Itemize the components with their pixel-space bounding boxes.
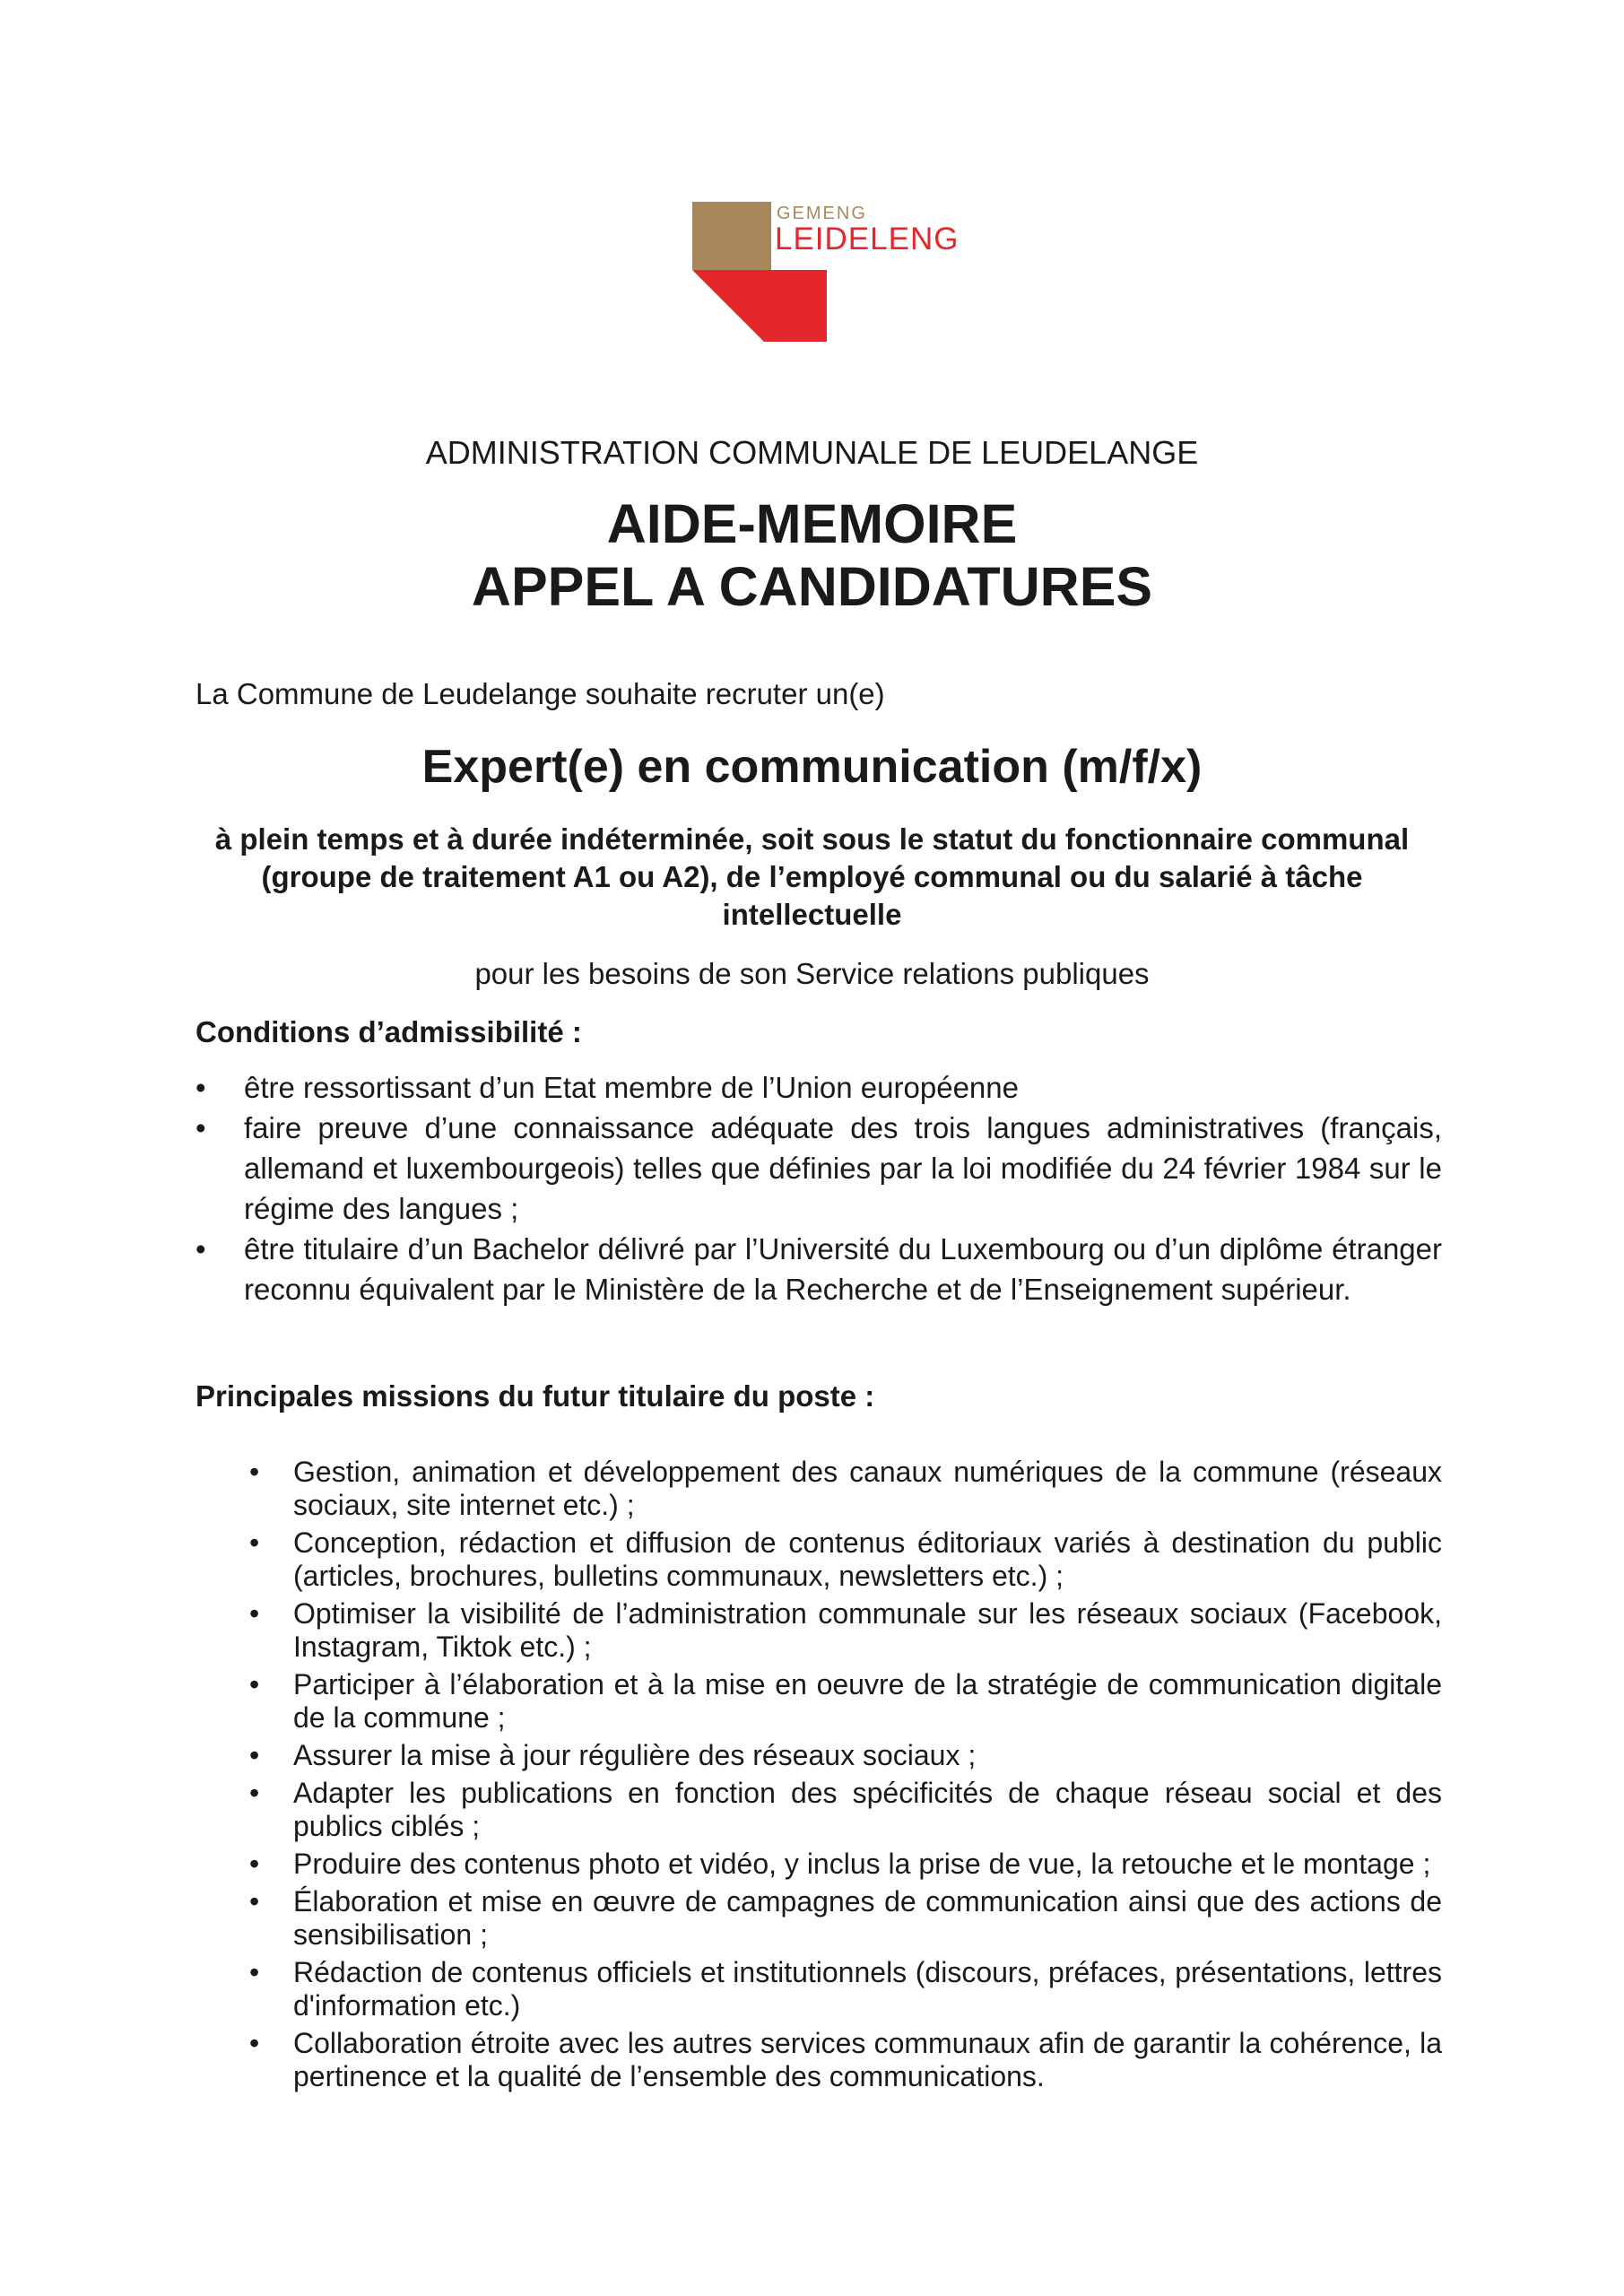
conditions-heading: Conditions d’admissibilité : xyxy=(195,1015,582,1048)
logo-text-leideleng: LEIDELENG xyxy=(775,222,960,257)
mission-text: Optimiser la visibilité de l’administration communale sur les réseaux sociaux (Facebook, Instagram, Tiktok etc.) ; xyxy=(293,1597,1442,1663)
bullet-icon: • xyxy=(249,1526,260,1559)
mission-text: Produire des contenus photo et vidéo, y inclus la prise de vue, la retouche et le montage ; xyxy=(293,1848,1431,1880)
bullet-icon: • xyxy=(249,1597,260,1630)
mission-text: Élaboration et mise en œuvre de campagnes de communication ainsi que des actions de sensibilisation ; xyxy=(293,1885,1442,1951)
document-title-line-2: APPEL A CANDIDATURES xyxy=(471,556,1153,617)
bullet-icon: • xyxy=(249,1777,260,1809)
missions-list xyxy=(195,1456,1442,2098)
list-item xyxy=(195,1229,1442,1309)
bullet-icon: • xyxy=(249,2027,260,2059)
list-item xyxy=(195,2027,1442,2093)
bullet-icon: • xyxy=(195,1071,206,1104)
list-item xyxy=(195,1526,1442,1593)
list-item xyxy=(195,1456,1442,1522)
list-item xyxy=(195,1739,1442,1772)
condition-text: faire preuve d’une connaissance adéquate des trois langues administratives (français, allemand et luxembourgeois) telles que définies par la loi modifiée du 24 février 1984 sur le régime des langues ; xyxy=(244,1111,1442,1225)
employment-terms-line: (groupe de traitement A1 ou A2), de l’employé communal ou du salarié à tâche xyxy=(261,860,1363,893)
mission-text: Participer à l’élaboration et à la mise en oeuvre de la stratégie de communication digitale de la commune ; xyxy=(293,1668,1442,1734)
mission-text: Collaboration étroite avec les autres services communaux afin de garantir la cohérence, la pertinence et la qualité de l’ensemble des communications. xyxy=(293,2027,1442,2092)
list-item xyxy=(195,1597,1442,1664)
list-item xyxy=(195,1777,1442,1843)
commune-logo xyxy=(692,202,961,342)
employment-terms-line: à plein temps et à durée indéterminée, soit sous le statut du fonctionnaire communal xyxy=(214,822,1410,856)
list-item xyxy=(195,1108,1442,1229)
document-title-line-1: AIDE-MEMOIRE xyxy=(606,493,1018,554)
bullet-icon: • xyxy=(195,1232,206,1265)
service-line: pour les besoins de son Service relations publiques xyxy=(474,957,1150,990)
mission-text: Rédaction de contenus officiels et institutionnels (discours, préfaces, présentations, lettres d'information etc.) xyxy=(293,1956,1442,2022)
condition-text: être titulaire d’un Bachelor délivré par l’Université du Luxembourg ou d’un diplôme étranger reconnu équivalent par le Ministère de la Recherche et de l’Enseignement supérieur. xyxy=(244,1232,1442,1306)
conditions-list xyxy=(195,1067,1442,1309)
list-item xyxy=(195,1668,1442,1735)
bullet-icon: • xyxy=(249,1668,260,1700)
bullet-icon: • xyxy=(249,1848,260,1880)
list-item xyxy=(195,1956,1442,2022)
administration-name: ADMINISTRATION COMMUNALE DE LEUDELANGE xyxy=(425,434,1199,471)
condition-text: être ressortissant d’un Etat membre de l’Union européenne xyxy=(244,1071,1019,1104)
intro-text: La Commune de Leudelange souhaite recruter un(e) xyxy=(195,677,885,710)
bullet-icon: • xyxy=(249,1739,260,1771)
list-item xyxy=(195,1848,1442,1881)
bullet-icon: • xyxy=(249,1885,260,1918)
mission-text: Conception, rédaction et diffusion de contenus éditoriaux variés à destination du public (articles, brochures, bulletins communaux, newsletters etc.) ; xyxy=(293,1526,1442,1592)
list-item xyxy=(195,1885,1442,1952)
missions-heading: Principales missions du futur titulaire du poste : xyxy=(195,1379,875,1413)
job-title: Expert(e) en communication (m/f/x) xyxy=(421,741,1203,793)
bullet-icon: • xyxy=(195,1111,206,1144)
employment-terms-line: intellectuelle xyxy=(722,898,902,931)
mission-text: Assurer la mise à jour régulière des réseaux sociaux ; xyxy=(293,1739,977,1771)
logo-text-gemeng: GEMENG xyxy=(777,204,867,223)
bullet-icon: • xyxy=(249,1456,260,1488)
list-item xyxy=(195,1067,1442,1108)
mission-text: Adapter les publications en fonction des spécificités de chaque réseau social et des publics ciblés ; xyxy=(293,1777,1442,1842)
employment-terms xyxy=(0,821,1624,934)
bullet-icon: • xyxy=(249,1956,260,1988)
mission-text: Gestion, animation et développement des canaux numériques de la commune (réseaux sociaux, site internet etc.) ; xyxy=(293,1456,1442,1521)
